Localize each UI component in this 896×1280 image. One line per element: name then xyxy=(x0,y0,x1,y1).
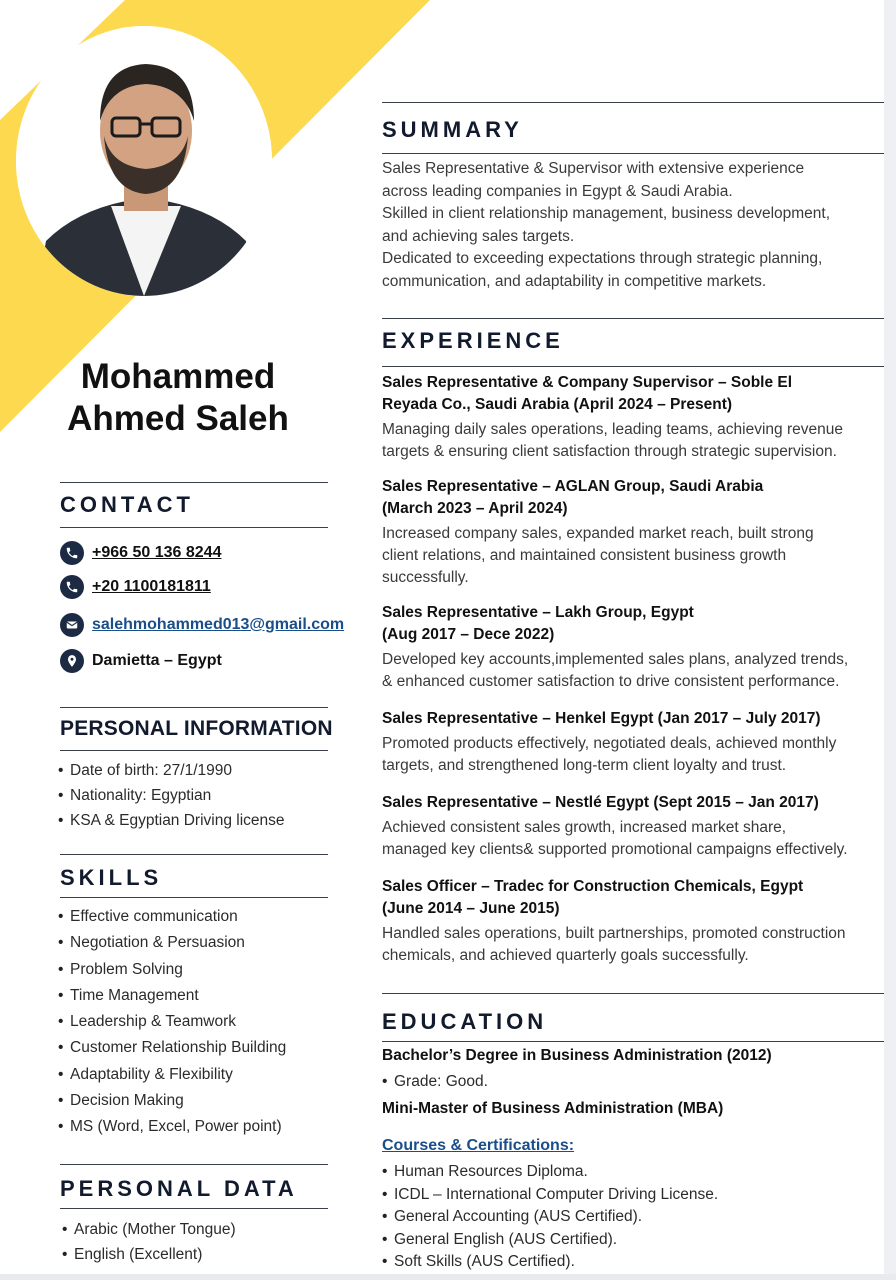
list-item: • KSA & Egyptian Driving license xyxy=(58,808,285,833)
job-title: Sales Representative – Nestlé Egypt (Sept 2015 – Jan 2017) xyxy=(382,794,819,811)
location-icon xyxy=(60,649,84,673)
summary-line: Skilled in client relationship management, business development, xyxy=(382,205,831,223)
divider xyxy=(60,482,328,483)
job-entry xyxy=(382,792,888,861)
divider xyxy=(60,854,328,855)
page-bottom-edge xyxy=(0,1274,896,1280)
list-item: • Effective communication xyxy=(58,904,286,930)
courses-heading: Courses & Certifications: xyxy=(382,1137,575,1154)
list-item: • Nationality: Egyptian xyxy=(58,783,285,808)
divider xyxy=(60,750,328,751)
job-title: Sales Representative – Henkel Egypt (Jan 2017 – July 2017) xyxy=(382,710,821,727)
list-item: • Arabic (Mother Tongue) xyxy=(62,1217,236,1242)
summary-line: across leading companies in Egypt & Saudi Arabia. xyxy=(382,182,733,200)
divider xyxy=(382,366,884,367)
list-item: • Decision Making xyxy=(58,1088,286,1114)
experience-heading: EXPERIENCE xyxy=(382,328,564,353)
profile-photo xyxy=(16,26,272,296)
courses-list xyxy=(382,1161,718,1274)
job-entry xyxy=(382,602,888,693)
degree-title: Bachelor’s Degree in Business Administration (2012) xyxy=(382,1047,772,1064)
job-entry xyxy=(382,476,888,589)
contact-phone-ksa[interactable] xyxy=(60,541,221,565)
phone-icon xyxy=(60,541,84,565)
degree-details xyxy=(382,1071,488,1093)
mini-master-title: Mini-Master of Business Administration (MBA) xyxy=(382,1100,724,1117)
job-description: Promoted products effectively, negotiated deals, achieved monthly targets, and strengthened long-term client loyalty and trust. xyxy=(382,735,837,774)
list-item: • Date of birth: 27/1/1990 xyxy=(58,758,285,783)
summary-heading: SUMMARY xyxy=(382,117,523,142)
divider xyxy=(60,1208,328,1209)
job-entry xyxy=(382,876,888,967)
summary-line: Dedicated to exceeding expectations through strategic planning, xyxy=(382,250,823,268)
divider xyxy=(382,153,884,154)
divider xyxy=(60,1164,328,1165)
mail-icon xyxy=(60,613,84,637)
divider xyxy=(382,318,884,319)
education-heading: EDUCATION xyxy=(382,1009,548,1034)
name-line-1: Mohammed xyxy=(80,357,276,396)
job-entry xyxy=(382,708,888,777)
list-item: • General English (AUS Certified). xyxy=(382,1229,718,1252)
list-item: • Soft Skills (AUS Certified). xyxy=(382,1251,718,1274)
job-title: Sales Officer – Tradec for Construction Chemicals, Egypt (June 2014 – June 2015) xyxy=(382,878,804,917)
list-item: • English (Excellent) xyxy=(62,1242,236,1267)
personal-info-heading: PERSONAL INFORMATION xyxy=(60,717,333,740)
job-title: Sales Representative – AGLAN Group, Saudi Arabia (March 2023 – April 2024) xyxy=(382,478,764,517)
job-title: Sales Representative & Company Supervisor – Soble El Reyada Co., Saudi Arabia (April 2024 – Present) xyxy=(382,374,793,413)
job-title: Sales Representative – Lakh Group, Egypt (Aug 2017 – Dece 2022) xyxy=(382,604,694,643)
location-text: Damietta – Egypt xyxy=(92,652,222,669)
job-description: Developed key accounts,implemented sales plans, analyzed trends, & enhanced customer satisfaction to drive consistent performance. xyxy=(382,651,849,690)
list-item: • Grade: Good. xyxy=(382,1071,488,1093)
summary-text xyxy=(382,158,888,294)
email-link[interactable]: salehmohammed013@gmail.com xyxy=(92,616,345,633)
list-item: • Human Resources Diploma. xyxy=(382,1161,718,1184)
personal-info-list xyxy=(58,758,285,833)
personal-data-heading: PERSONAL DATA xyxy=(60,1176,298,1201)
summary-line: and achieving sales targets. xyxy=(382,227,575,245)
skills-heading: SKILLS xyxy=(60,865,163,890)
candidate-name xyxy=(40,356,316,440)
contact-phone-egypt[interactable] xyxy=(60,575,211,599)
divider xyxy=(382,102,884,103)
phone-ksa-text[interactable]: +966 50 136 8244 xyxy=(92,544,222,561)
list-item: • ICDL – International Computer Driving License. xyxy=(382,1184,718,1207)
divider xyxy=(60,527,328,528)
job-description: Achieved consistent sales growth, increased market share, managed key clients& supported promotional campaigns effectively. xyxy=(382,819,848,858)
list-item: • General Accounting (AUS Certified). xyxy=(382,1206,718,1229)
list-item: • Leadership & Teamwork xyxy=(58,1009,286,1035)
personal-data-list xyxy=(62,1217,236,1267)
skills-list xyxy=(58,904,286,1141)
contact-email[interactable] xyxy=(60,613,344,637)
summary-line: communication, and adaptability in competitive markets. xyxy=(382,272,767,290)
page-edge xyxy=(884,0,896,1280)
job-entry xyxy=(382,372,888,463)
divider xyxy=(60,707,328,708)
phone-egypt-text[interactable]: +20 1100181811 xyxy=(92,578,211,595)
job-description: Managing daily sales operations, leading teams, achieving revenue targets & ensuring client satisfaction through strategic supervision. xyxy=(382,421,843,460)
list-item: • Problem Solving xyxy=(58,957,286,983)
summary-line: Sales Representative & Supervisor with extensive experience xyxy=(382,160,805,177)
list-item: • MS (Word, Excel, Power point) xyxy=(58,1114,286,1140)
divider xyxy=(382,993,884,994)
contact-location xyxy=(60,649,222,673)
divider xyxy=(382,1041,884,1042)
job-description: Handled sales operations, built partnerships, promoted construction chemicals, and achieved quarterly goals successfully. xyxy=(382,925,846,964)
name-line-2: Ahmed Saleh xyxy=(67,399,289,438)
list-item: • Negotiation & Persuasion xyxy=(58,930,286,956)
list-item: • Customer Relationship Building xyxy=(58,1035,286,1061)
divider xyxy=(60,897,328,898)
list-item: • Adaptability & Flexibility xyxy=(58,1062,286,1088)
job-description: Increased company sales, expanded market reach, built strong client relations, and maintained consistent business growth successfully. xyxy=(382,525,814,586)
contact-heading: CONTACT xyxy=(60,492,194,517)
phone-icon xyxy=(60,575,84,599)
list-item: • Time Management xyxy=(58,983,286,1009)
